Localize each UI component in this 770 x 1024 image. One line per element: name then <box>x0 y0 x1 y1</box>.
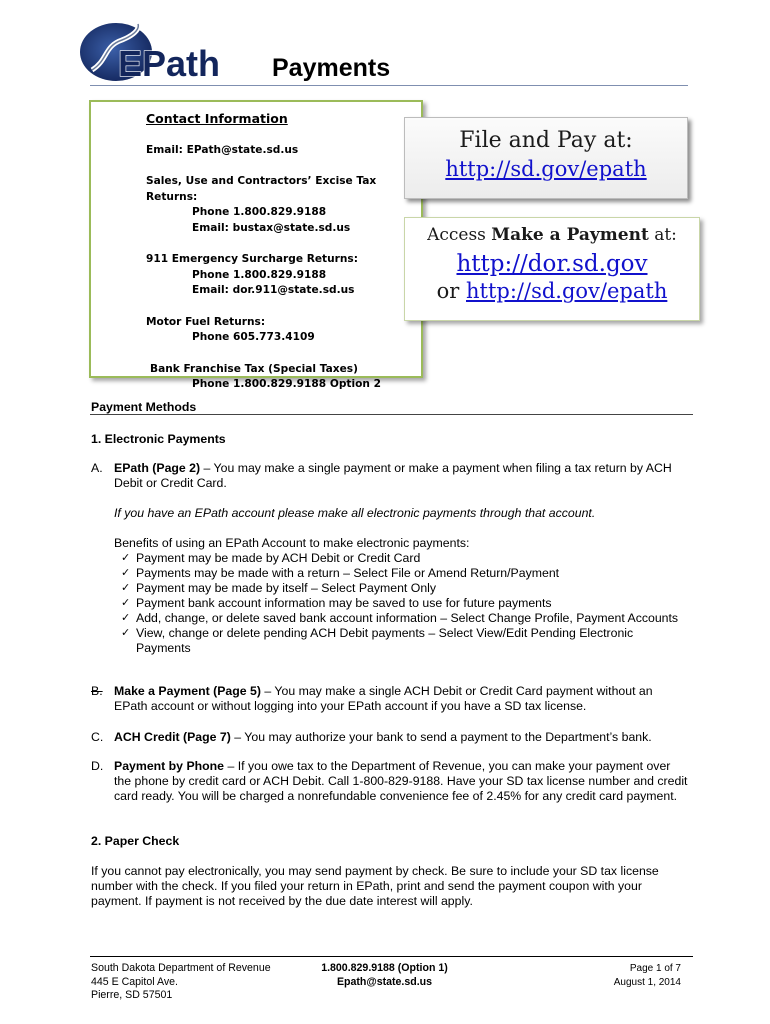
check-icon: ✓ <box>121 597 131 609</box>
epath-link-2[interactable]: http://sd.gov/epath <box>466 279 668 303</box>
item-c-letter: C. <box>91 730 104 744</box>
epath-logo <box>78 20 228 82</box>
epath-link[interactable]: http://sd.gov/epath <box>445 157 647 181</box>
electronic-payments-heading: 1. Electronic Payments <box>91 432 226 446</box>
file-and-pay-text: File and Pay at: <box>459 128 633 153</box>
benefit-item: ✓ Payment bank account information may be saved to use for future payments <box>121 596 552 610</box>
footer-street: 445 E Capitol Ave. <box>91 975 178 988</box>
item-b-letter: B. <box>91 684 103 698</box>
motor-fuel-phone: Phone 605.773.4109 <box>192 331 315 343</box>
bank-franchise-phone: Phone 1.800.829.9188 Option 2 <box>192 378 382 390</box>
sales-tax-email: Email: bustax@state.sd.us <box>192 221 351 234</box>
footer-dept: South Dakota Department of Revenue <box>91 962 271 974</box>
dor-link[interactable]: http://dor.sd.gov <box>456 251 648 277</box>
item-d-text: Payment by Phone – If you owe tax to the Department of Revenue, you can make your payment over the phone by credit card or ACH Debit. Call 1-800-829-9188. Have your SD tax license number and credit card ready. You will be charged a nonrefundable convenience fee of 2.45% for any credit card payment. <box>114 759 688 803</box>
benefit-item: ✓ Payment may be made by itself – Select Payment Only <box>121 581 437 595</box>
item-a-text: EPath (Page 2) – You may make a single payment or make a payment when filing a tax return by ACH Debit or Credit Card. <box>114 461 672 490</box>
footer-address <box>91 962 271 1003</box>
contact-title: Contact Information <box>146 111 288 126</box>
contact-information-box <box>89 100 423 390</box>
motor-fuel-label: Motor Fuel Returns: <box>146 315 266 328</box>
e911-phone: Phone 1.800.829.9188 <box>192 268 327 281</box>
item-c-text: ACH Credit (Page 7) – You may authorize your bank to send a payment to the Department’s bank. <box>114 730 652 744</box>
page-title: Payments <box>272 54 391 82</box>
check-icon: ✓ <box>121 627 131 639</box>
benefit-item: ✓ View, change or delete pending ACH Debit payments – Select View/Edit Pending Electronic Payments <box>121 626 634 655</box>
header-rule <box>90 85 688 86</box>
footer-phone: 1.800.829.9188 (Option 1) <box>321 962 448 974</box>
item-a-note: If you have an EPath account please make all electronic payments through that account. <box>114 506 596 520</box>
footer-page-info <box>540 962 681 989</box>
paper-check-text: If you cannot pay electronically, you may send payment by check. Be sure to include your SD tax license number with the check. If you filed your return in EPath, print and send the payment coupon with your payment. If payment is not received by the due date interest will apply. <box>91 864 659 908</box>
footer-city: Pierre, SD 57501 <box>91 989 173 1001</box>
benefit-item: ✓ Add, change, or delete saved bank account information – Select Change Profile, Payment Accounts <box>121 611 679 625</box>
footer-rule <box>90 956 693 957</box>
contact-email: Email: EPath@state.sd.us <box>146 143 299 156</box>
check-icon: ✓ <box>121 552 131 564</box>
or-epath-line: or http://sd.gov/epath <box>436 279 668 303</box>
paper-check-heading: 2. Paper Check <box>91 834 180 848</box>
logo-text: EPath <box>118 43 221 82</box>
bank-franchise-label: Bank Franchise Tax (Special Taxes) <box>150 362 358 375</box>
check-icon: ✓ <box>121 612 131 624</box>
item-b-text: Make a Payment (Page 5) – You may make a single ACH Debit or Credit Card payment without an EPath account or without logging into your EPath account if you have a SD tax license. <box>114 684 653 713</box>
section-rule <box>90 414 693 415</box>
e911-label: 911 Emergency Surcharge Returns: <box>146 253 358 265</box>
footer-email: Epath@state.sd.us <box>336 975 433 988</box>
file-and-pay-callout <box>404 117 688 199</box>
footer-page-number: Page 1 of 7 <box>629 963 681 974</box>
footer-date: August 1, 2014 <box>613 976 681 988</box>
benefit-item: ✓ Payments may be made with a return – Select File or Amend Return/Payment <box>121 566 560 580</box>
benefits-intro: Benefits of using an EPath Account to make electronic payments: <box>114 536 470 550</box>
sales-tax-phone: Phone 1.800.829.9188 <box>192 206 327 218</box>
benefit-item: ✓ Payment may be made by ACH Debit or Credit Card <box>121 551 421 565</box>
access-text: Access Make a Payment at: <box>427 225 677 245</box>
make-a-payment-callout <box>404 217 700 321</box>
footer-contact <box>302 962 467 989</box>
item-a-letter: A. <box>91 461 103 475</box>
item-d-letter: D. <box>91 759 104 773</box>
benefits-list <box>121 551 681 656</box>
e911-email: Email: dor.911@state.sd.us <box>192 284 355 296</box>
check-icon: ✓ <box>121 582 131 594</box>
sales-tax-label: Sales, Use and Contractors’ Excise Tax Returns: <box>146 175 377 203</box>
check-icon: ✓ <box>121 567 131 579</box>
payment-methods-heading: Payment Methods <box>91 400 197 414</box>
